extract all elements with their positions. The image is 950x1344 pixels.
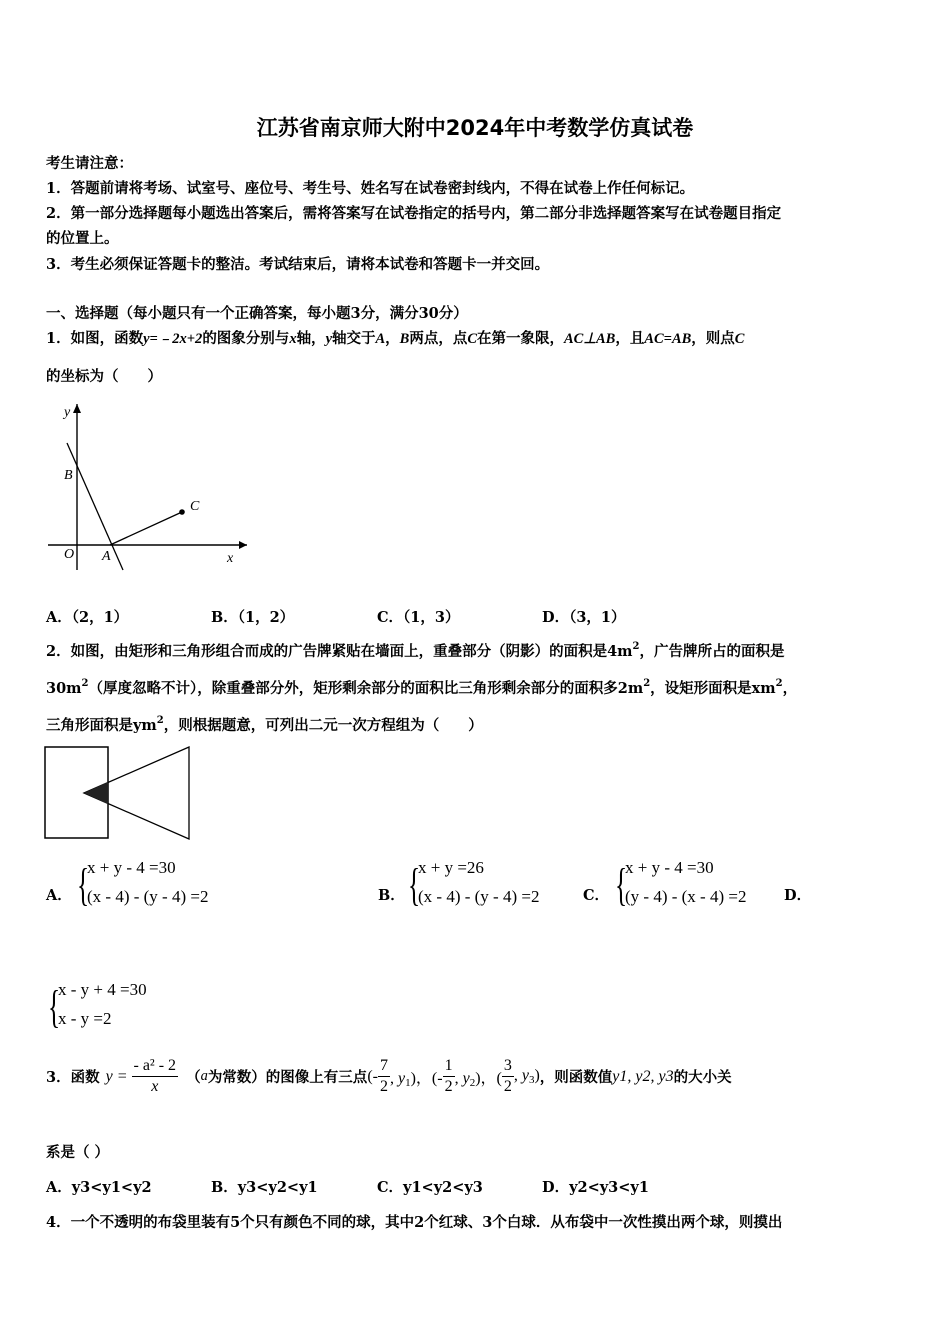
q2-option-c-system[interactable]: x + y - 4 =30 (y - 4) - (x - 4) =2 xyxy=(625,858,747,906)
q2-option-a-system[interactable]: x + y - 4 =30 (x - 4) - (y - 4) =2 xyxy=(87,858,209,906)
a-label: A xyxy=(102,549,111,564)
q3-function-fraction: $\frac{\text{- a² - 2}}{x}$ xyxy=(133,1057,177,1095)
q1-figure xyxy=(40,398,255,578)
q2-option-b-brace: { xyxy=(408,859,421,910)
q1-option-b[interactable]: B．（1，2） xyxy=(211,609,295,626)
q1-option-d[interactable]: D．（3，1） xyxy=(542,609,626,626)
page-title: 江苏省南京师大附中2024年中考数学仿真试卷 xyxy=(256,116,694,140)
q3-option-d[interactable]: D．y2<y3<y1 xyxy=(542,1179,649,1196)
q1-stem: 1．如图，函数y=﹣2x+2的图象分别与x轴，y轴交于A，B两点，点C在第一象限，AC⊥AB，且AC=AB，则点C xyxy=(46,330,745,347)
q3-option-c[interactable]: C．y1<y2<y3 xyxy=(377,1179,483,1196)
q2-stem-line2: $30m^2$（厚度忽略不计），除重叠部分外，矩形剩余部分的面积比三角形剩余部分的面积多$2m^2$，设矩形面积是$xm^2$， xyxy=(46,678,798,697)
notice-item-1: 1．答题前请将考场、试室号、座位号、考生号、姓名写在试卷密封线内，不得在试卷上作任何标记。 xyxy=(46,180,695,197)
o-label: O xyxy=(64,547,75,562)
q1-stem-line2: 的坐标为（ ） xyxy=(46,368,162,385)
segment-ac xyxy=(110,512,182,545)
line-ab xyxy=(67,443,123,570)
q4-stem-line1: 4．一个不透明的布袋里装有5个只有颜色不同的球，其中2个红球、3个白球．从布袋中一次性摸出两个球，则摸出 xyxy=(46,1214,783,1231)
q2-option-d-label[interactable]: D． xyxy=(784,887,812,904)
q3-option-b[interactable]: B．y3<y2<y1 xyxy=(211,1179,318,1196)
overlap-shading xyxy=(84,782,108,804)
q2-option-a-brace: { xyxy=(77,859,90,910)
q1-option-a[interactable]: A．（2，1） xyxy=(46,609,129,626)
q2-option-d-brace: { xyxy=(48,981,61,1032)
x-label: x xyxy=(227,551,234,566)
y-axis-arrow xyxy=(73,404,81,413)
notice-item-3: 3．考生必须保证答题卡的整洁。考试结束后，请将本试卷和答题卡一并交回。 xyxy=(46,256,550,273)
y-label: y xyxy=(64,405,71,420)
point-c xyxy=(179,509,185,515)
notice-heading: 考生请注意： xyxy=(46,155,133,172)
x-axis-arrow xyxy=(239,541,247,549)
section-heading: 一、选择题（每小题只有一个正确答案，每小题3分，满分30分） xyxy=(46,305,468,322)
q3-stem-line2: 系是（ ） xyxy=(46,1144,110,1161)
b-label: B xyxy=(64,468,73,483)
q2-option-b-system[interactable]: x + y =26 (x - 4) - (y - 4) =2 xyxy=(418,858,540,906)
q2-option-d-system[interactable]: x - y + 4 =30 x - y =2 xyxy=(58,980,147,1028)
q1-option-c[interactable]: C．（1，3） xyxy=(377,609,460,626)
q3-option-a[interactable]: A．y3<y1<y2 xyxy=(46,1179,152,1196)
q2-stem-line3: 三角形面积是$ym^2$，则根据题意，可列出二元一次方程组为（ ） xyxy=(46,715,483,734)
notice-item-2b: 的位置上。 xyxy=(46,230,119,247)
q2-option-b-label[interactable]: B． xyxy=(378,887,405,904)
q1-function: y=﹣2x+2 xyxy=(143,331,203,347)
q2-stem-line1: 2．如图，由矩形和三角形组合而成的广告牌紧贴在墙面上，重叠部分（阴影）的面积是$4m^2$，广告牌所占的面积是 xyxy=(46,641,785,660)
q2-figure xyxy=(44,745,192,841)
c-label: C xyxy=(190,499,200,514)
q2-option-c-brace: { xyxy=(615,859,628,910)
notice-item-2a: 2．第一部分选择题每小题选出答案后，需将答案写在试卷指定的括号内，第二部分非选择题答案写在试卷题目指定 xyxy=(46,205,782,222)
q2-option-c-label[interactable]: C． xyxy=(583,887,610,904)
q3-vars: y1, y2, y3 xyxy=(612,1067,674,1085)
q2-option-a-label[interactable]: A． xyxy=(46,887,72,904)
q3-stem: 3．函数 y = $\frac{\text{- a² - 2}}{x}$ （ a 为常数）的图像上有三点 (- $\frac{7}{2}$ , $y_1$)，(- $\frac{1}{2}$ , $y_2$)，( $\frac{3}{2}$ , $y_3$) ，则函数值 y1, y2, y3 的大小关 xyxy=(46,1057,732,1095)
